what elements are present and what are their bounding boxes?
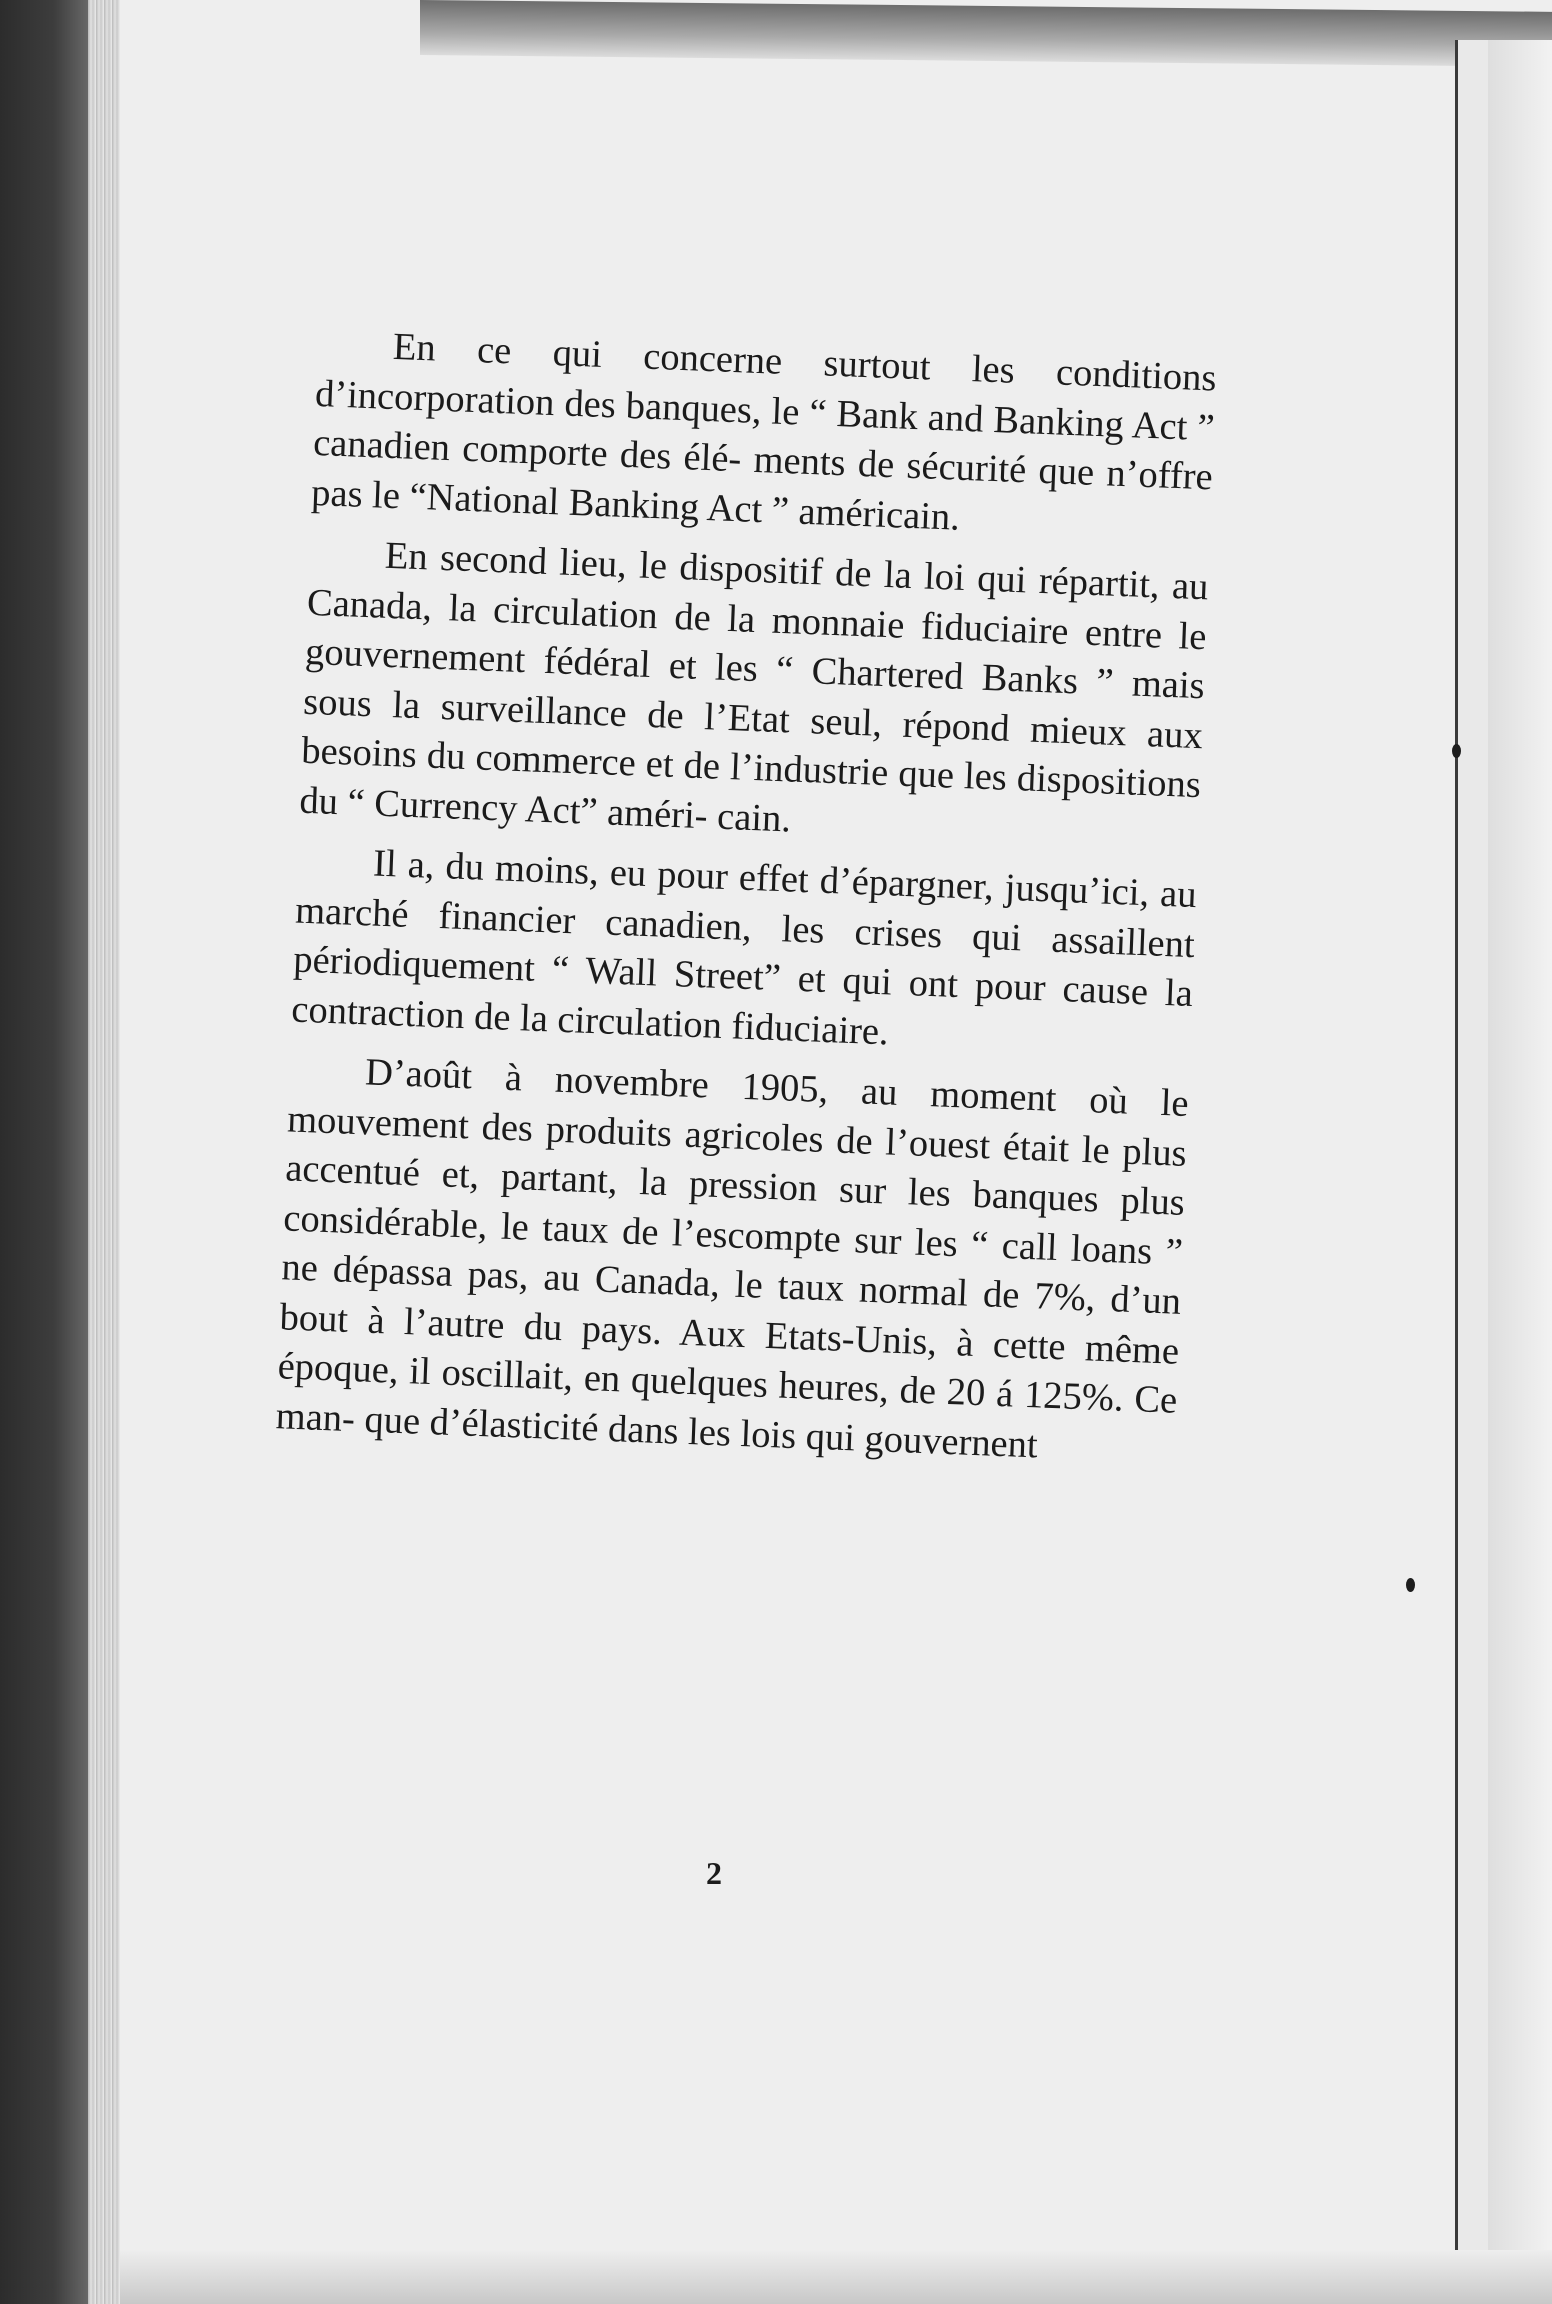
binding-mark	[1452, 744, 1461, 758]
bottom-shadow	[120, 2250, 1552, 2304]
scanner-background	[0, 0, 90, 2304]
adjacent-page-edge	[1488, 40, 1552, 2304]
paragraph: Il a, du moins, eu pour effet d’épargner, jusqu’ici, au marché financier canadien, les crises qui assaillent périodiquement “ Wall Street” et qui ont pour cause la contraction de la circulation fiduciaire.	[290, 842, 1198, 1053]
paragraph: D’août à novembre 1905, au moment où le mouvement des produits agricoles de l’ouest était le plus accentué et, partant, la pression sur les banques plus considérable, le taux de l’escompte sur les “ call loans ” ne dépassa pas, au Canada, le taux normal de 7%, d’un bout à l’autre du pays. Aux Etats-Unis, à cette même époque, il oscillait, en quelques heures, de 20 á 125%. Ce man- que d’élasticité dans les lois qui gouvernent	[275, 1051, 1190, 1466]
paragraph: En ce qui concerne surtout les conditions d’incorporation des banques, le “ Bank and Banking Act ” canadien comporte des élé- ments de sécurité que n’offre pas le “National Banking Act ” américain.	[310, 325, 1218, 539]
paragraph: En second lieu, le dispositif de la loi qui répartit, au Canada, la circulation de la monnaie fiduciaire entre le gouvernement fédéral et les “ Chartered Banks ” mais sous la surveillance de l’Etat seul, répond mieux aux besoins du commerce et de l’industrie que les dispositions du “ Currency Act” améri- cain.	[298, 534, 1210, 841]
body-text	[275, 320, 1218, 1487]
binding-mark	[1406, 1578, 1415, 1592]
page-number: 2	[706, 1855, 722, 1891]
